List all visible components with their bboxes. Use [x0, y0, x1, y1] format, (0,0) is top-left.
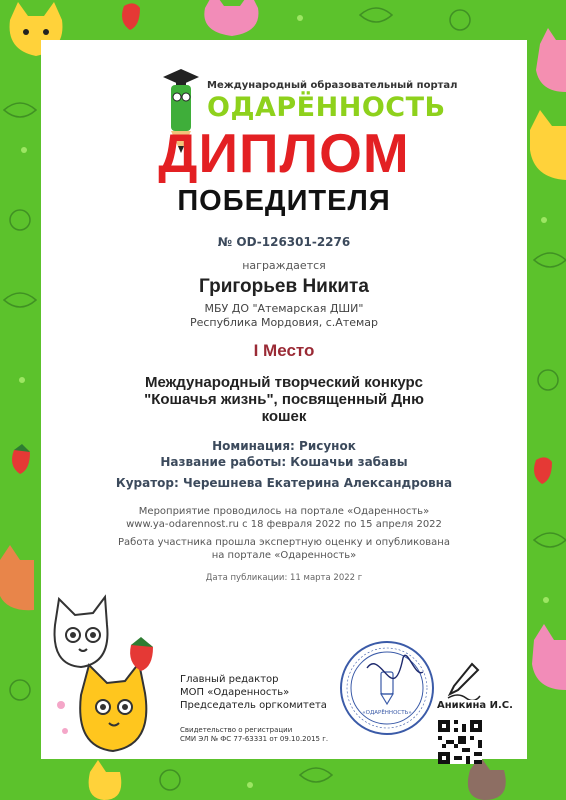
diploma-title: ДИПЛОМ	[158, 122, 410, 184]
graduation-cap-icon	[163, 69, 199, 85]
cat-icon	[204, 0, 258, 36]
evaluation-info	[41, 536, 527, 562]
recipient-name: Григорьев Никита	[199, 276, 369, 297]
cat-icon	[89, 760, 122, 800]
cat-icon	[55, 597, 108, 667]
contest-line: "Кошачья жизнь", посвященный Дню	[144, 391, 424, 408]
stamp-center-text: «ОДАРЁННОСТЬ»	[362, 710, 412, 716]
organization	[41, 302, 527, 330]
signer-name: Аникина И.С.	[437, 700, 513, 711]
info-line: Работа участника прошла экспертную оценку и опубликована	[118, 537, 450, 548]
info-line: www.ya-odarennost.ru с 18 февраля 2022 по 15 апреля 2022	[126, 519, 442, 530]
work-title: Название работы: Кошачьи забавы	[160, 455, 408, 469]
cat-icon	[0, 545, 34, 610]
nomination: Номинация: Рисунок	[212, 439, 356, 453]
cat-icon	[530, 110, 566, 180]
registration-info	[180, 726, 328, 744]
curator: Куратор: Черешнева Екатерина Александровна	[115, 476, 453, 490]
cats-illustration	[41, 585, 171, 759]
qr-code-icon[interactable]	[438, 720, 482, 764]
editor-line: Председатель оргкомитета	[180, 700, 327, 711]
diploma-sheet	[41, 40, 527, 759]
publication-date: Дата публикации: 11 марта 2022 г	[205, 573, 363, 583]
strawberry-icon	[534, 457, 552, 484]
awarded-label: награждается	[242, 259, 326, 272]
pen-icon	[446, 660, 482, 700]
cat-icon	[532, 624, 566, 690]
reg-line: Свидетельство о регистрации	[180, 726, 293, 734]
cat-icon	[536, 28, 566, 92]
place-award: I Место	[253, 341, 315, 360]
strawberry-icon	[130, 637, 153, 671]
portal-label: Международный образовательный портал	[207, 80, 458, 91]
event-info	[41, 505, 527, 531]
contest-title	[81, 374, 487, 425]
nomination-block	[41, 438, 527, 470]
contest-line: Международный творческий конкурс	[145, 374, 423, 391]
info-line: на портале «Одаренность»	[211, 550, 357, 561]
official-stamp	[337, 638, 437, 738]
reg-line: СМИ ЭЛ № ФС 77-63331 от 09.10.2015 г.	[180, 735, 329, 743]
editor-block	[180, 673, 327, 712]
diploma-number: № OD-126301-2276	[217, 235, 351, 249]
info-line: Мероприятие проводилось на портале «Одаренность»	[138, 506, 430, 517]
org-line: МБУ ДО "Атемарская ДШИ"	[204, 302, 364, 315]
brand-logo-text: ОДАРЁННОСТЬ	[207, 92, 446, 123]
editor-line: Главный редактор	[180, 674, 279, 685]
cat-icon	[80, 663, 146, 751]
diploma-subtitle: ПОБЕДИТЕЛЯ	[177, 185, 391, 217]
editor-line: МОП «Одаренность»	[180, 687, 290, 698]
contest-line: кошек	[261, 408, 307, 425]
strawberry-icon	[12, 444, 30, 474]
strawberry-icon	[122, 3, 140, 30]
region-line: Республика Мордовия, с.Атемар	[189, 316, 379, 329]
